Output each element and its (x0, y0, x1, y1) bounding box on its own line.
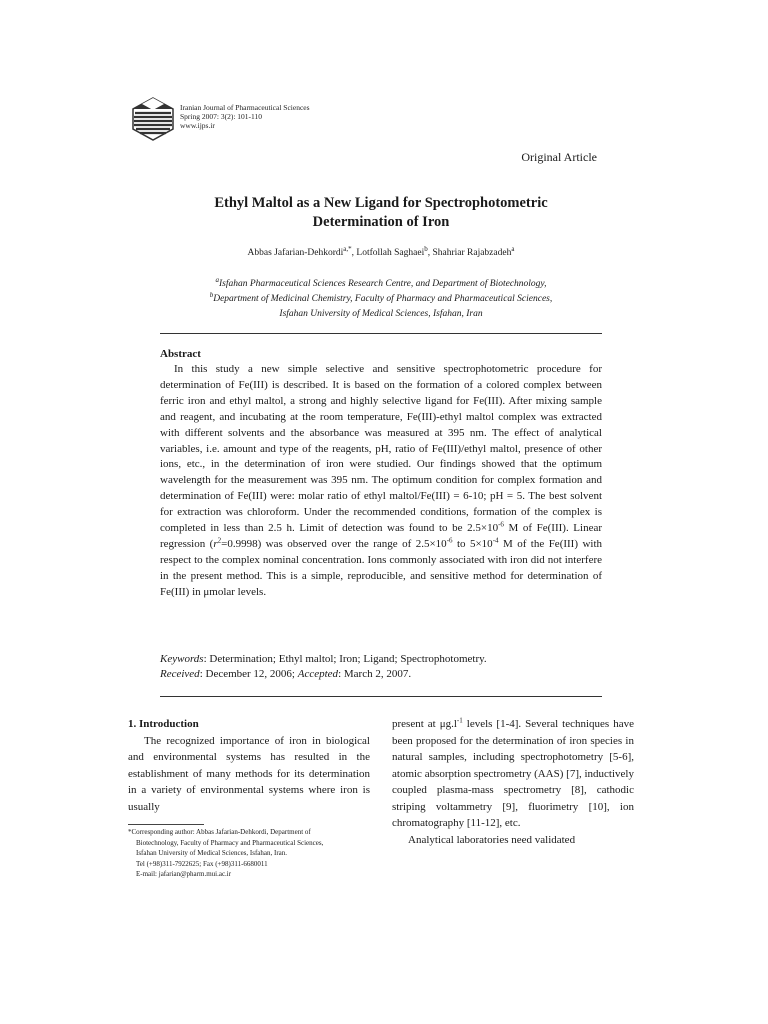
body-paragraph: Analytical laboratories need validated (408, 833, 576, 846)
divider (160, 696, 602, 697)
author-affiliation-mark: a (511, 244, 515, 253)
footnote-line: Tel (+98)311-7922625; Fax (+98)311-6680011 (136, 859, 268, 868)
journal-website: www.ijps.ir (180, 121, 215, 130)
abstract-text: to 5×10 (452, 537, 493, 550)
affiliation-b (160, 292, 602, 307)
abstract-text: M of Fe(III). Linear regression ( (160, 522, 602, 550)
body-text: present at μg.l (392, 718, 457, 730)
footnote-line: E-mail: jafarian@pharm.mui.ac.ir (136, 870, 232, 878)
right-column (392, 716, 634, 848)
article-type-label: Original Article (521, 150, 597, 164)
abstract-text: In this study a new simple selective and sensitive spectrophotometric procedure for determination of Fe(III) is described. It is based on the formation of a colored complex between ferric iron and ethyl maltol, a strong and highly selective ligand for Fe(III). After mixing sample and reagent, and incubating at the room temperature, Fe(III)-ethyl maltol complex was extracted with different solvents and the absorbance was measured at 395 nm. The effect of analytical variables, i.e. amount and type of the reagents, pH, ratio of Fe(III)/ethyl maltol, presence of other ions, etc., in the determination of iron were studied. Our findings showed that the optimum wavelength for the measurement was 395 nm. The optimum condition for complex formation and determination of Fe(III) were: molar ratio of ethyl maltol/Fe(III) = 6-10; pH = 5. The best solvent for extraction was chloroform. Under the recommended conditions, formation of the complex is completed in less than 2.5 h. Limit of detection was found to be 2.5×10 (160, 363, 602, 535)
divider (160, 333, 602, 334)
received-label: Received (160, 668, 200, 680)
author-name: Lotfollah Saghaei (356, 248, 425, 258)
exponent: -6 (446, 536, 453, 545)
body-paragraph (392, 716, 634, 832)
keywords-text: : Determination; Ethyl maltol; Iron; Ligand; Spectrophotometry. (203, 653, 487, 665)
abstract-body (160, 362, 602, 601)
accepted-label: Accepted (297, 668, 339, 680)
article-dates (160, 667, 602, 683)
abstract-heading: Abstract (160, 348, 201, 360)
footnote-line: Biotechnology, Faculty of Pharmacy and Pharmaceutical Sciences, (136, 838, 324, 847)
abstract-text: =0.9998) was observed over the range of 2.5×10 (221, 537, 447, 550)
keywords-label: Keywords (160, 653, 204, 665)
body-paragraph: The recognized importance of iron in biological and environmental systems has resulted in the establishment of many methods for its determination in a variety of environmental systems where iron is usually (128, 734, 370, 813)
accepted-date: : March 2, 2007. (338, 668, 412, 680)
abstract-paragraph (160, 362, 602, 601)
journal-issue: Spring 2007: 3(2): 101-110 (180, 112, 263, 121)
exponent: 2 (217, 536, 222, 545)
footnote-line: Isfahan University of Medical Sciences, Isfahan, Iran. (136, 849, 288, 857)
affiliation-a (160, 277, 602, 292)
author-separator: , (427, 248, 433, 258)
corresponding-author-footnote (128, 827, 374, 880)
author-name: Shahriar Rajabzadeh (432, 248, 512, 258)
footnote-divider (128, 824, 204, 825)
affiliation-mark: a (215, 275, 219, 284)
affiliation-mark: b (209, 290, 214, 299)
journal-logo-icon (130, 96, 176, 142)
author-separator: , (351, 248, 357, 258)
regression-symbol: r (213, 537, 218, 550)
affiliation-text: Department of Medicinal Chemistry, Faculty of Pharmacy and Pharmaceutical Sciences, (213, 294, 553, 304)
article-title (160, 194, 602, 232)
affiliation-text: Isfahan Pharmaceutical Sciences Research Centre, and Department of Biotechnology, (219, 279, 547, 289)
affiliation-university: Isfahan University of Medical Sciences, Isfahan, Iran (279, 309, 483, 319)
journal-info (180, 103, 310, 130)
affiliations (160, 277, 602, 322)
author-name: Abbas Jafarian-Dehkordi (247, 248, 344, 258)
footnote-line: *Corresponding author: Abbas Jafarian-Dehkordi, Department of (128, 828, 311, 836)
keywords (160, 652, 602, 668)
author-list (160, 244, 602, 258)
author-affiliation-mark: b (424, 244, 428, 253)
title-line-1: Ethyl Maltol as a New Ligand for Spectrophotometric (214, 195, 548, 211)
author-affiliation-mark: a,* (343, 244, 352, 253)
exponent: -6 (498, 520, 504, 529)
left-column (128, 716, 370, 815)
exponent: -1 (456, 716, 463, 725)
title-line-2: Determination of Iron (312, 214, 450, 230)
exponent: -4 (492, 536, 499, 545)
journal-name: Iranian Journal of Pharmaceutical Sciences (180, 103, 310, 112)
section-heading: 1. Introduction (128, 718, 199, 730)
received-date: : December 12, 2006; (199, 668, 298, 680)
abstract-text: M of the Fe(III) with respect to the complex nominal concentration. Ions commonly associated with iron did not interfere in the present method. This is a simple, reproducible, and sensitive method for determination of Fe(III) in μmolar levels. (160, 537, 603, 598)
body-text: levels [1-4]. Several techniques have been proposed for the determination of iron species in natural samples, including spectrophotometry [5-6], atomic absorption spectrometry (AAS) [7], inductively coupled plasma-mass spectrometry [8], cathodic striping voltammetry [9], fluorimetry [10], ion chromatography [11-12], etc. (392, 718, 634, 829)
